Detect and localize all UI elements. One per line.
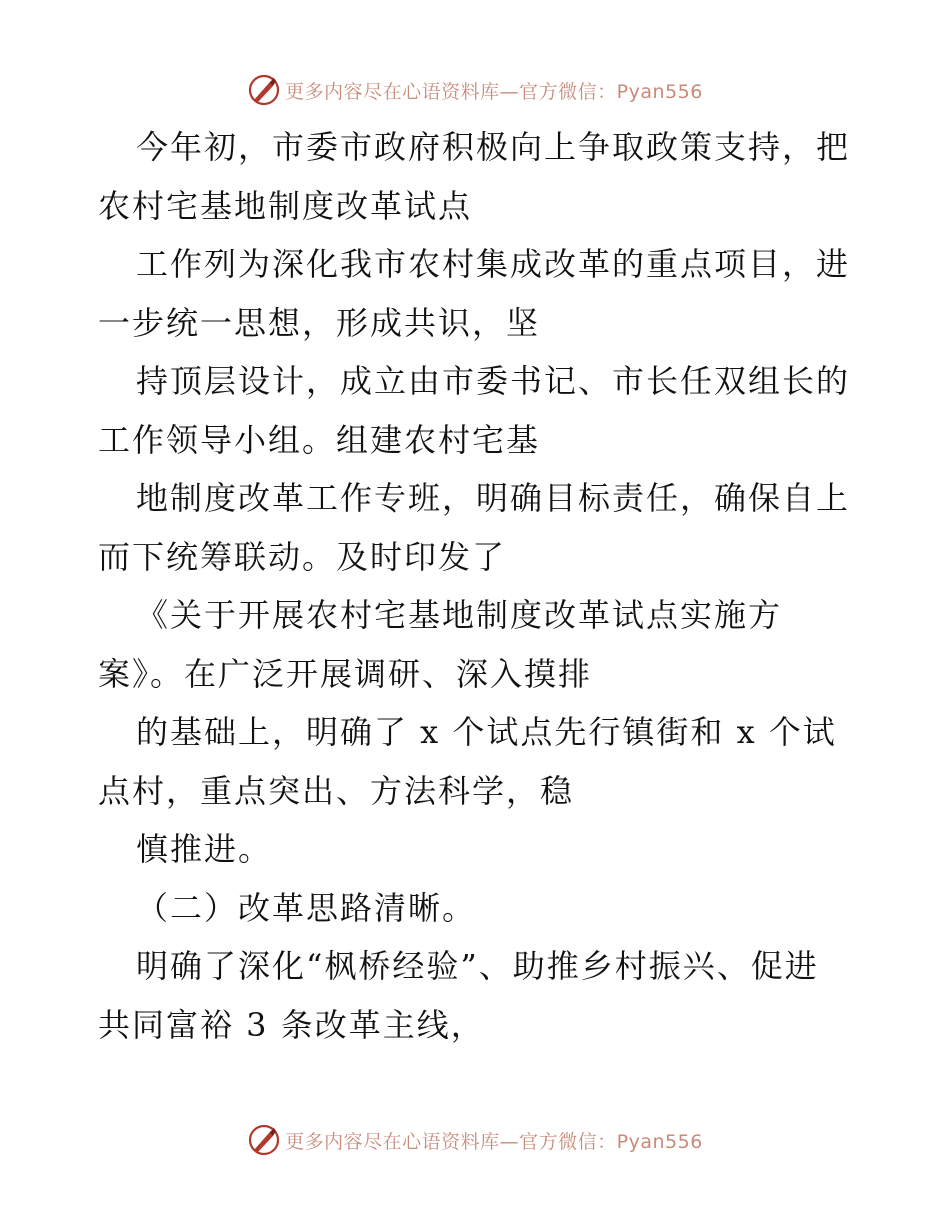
header-watermark: [0, 70, 950, 110]
text-line: 的基础上，明确了 x 个试点先行镇街和 x 个试: [136, 713, 837, 751]
footer-watermark: [0, 1120, 950, 1160]
document-body: [98, 118, 858, 1054]
section-heading: （二）改革思路清晰。: [136, 888, 477, 927]
text-line: 点村，重点突出、方法科学，稳: [98, 771, 575, 810]
text-line: 而下统筹联动。及时印发了: [98, 537, 507, 576]
quill-pen-logo-icon: [247, 73, 281, 107]
text-line: 工作领导小组。组建农村宅基: [98, 420, 541, 459]
text-line: 慎推进。: [136, 830, 273, 868]
text-line: 《关于开展农村宅基地制度改革试点实施方: [136, 596, 783, 634]
text-line: 农村宅基地制度改革试点: [98, 186, 473, 225]
text-line: 一步统一思想，形成共识，坚: [98, 303, 541, 342]
text-line: 持顶层设计，成立由市委书记、市长任双组长的: [136, 362, 851, 400]
watermark-text: 更多内容尽在心语资料库—官方微信：Pyan556: [285, 1130, 703, 1153]
text-line: 今年初，市委市政府积极向上争取政策支持，把: [136, 128, 851, 166]
text-line: 明确了深化“枫桥经验”、助推乡村振兴、促进: [136, 947, 819, 985]
watermark-text: 更多内容尽在心语资料库—官方微信：Pyan556: [285, 80, 703, 103]
text-line: 地制度改革工作专班，明确目标责任，确保自上: [136, 479, 851, 517]
text-line: 案》。在广泛开展调研、深入摸排: [98, 654, 593, 693]
text-line: 工作列为深化我市农村集成改革的重点项目，进: [136, 245, 851, 283]
text-line: 共同富裕 3 条改革主线，: [98, 1005, 485, 1044]
quill-pen-logo-icon: [247, 1123, 281, 1157]
